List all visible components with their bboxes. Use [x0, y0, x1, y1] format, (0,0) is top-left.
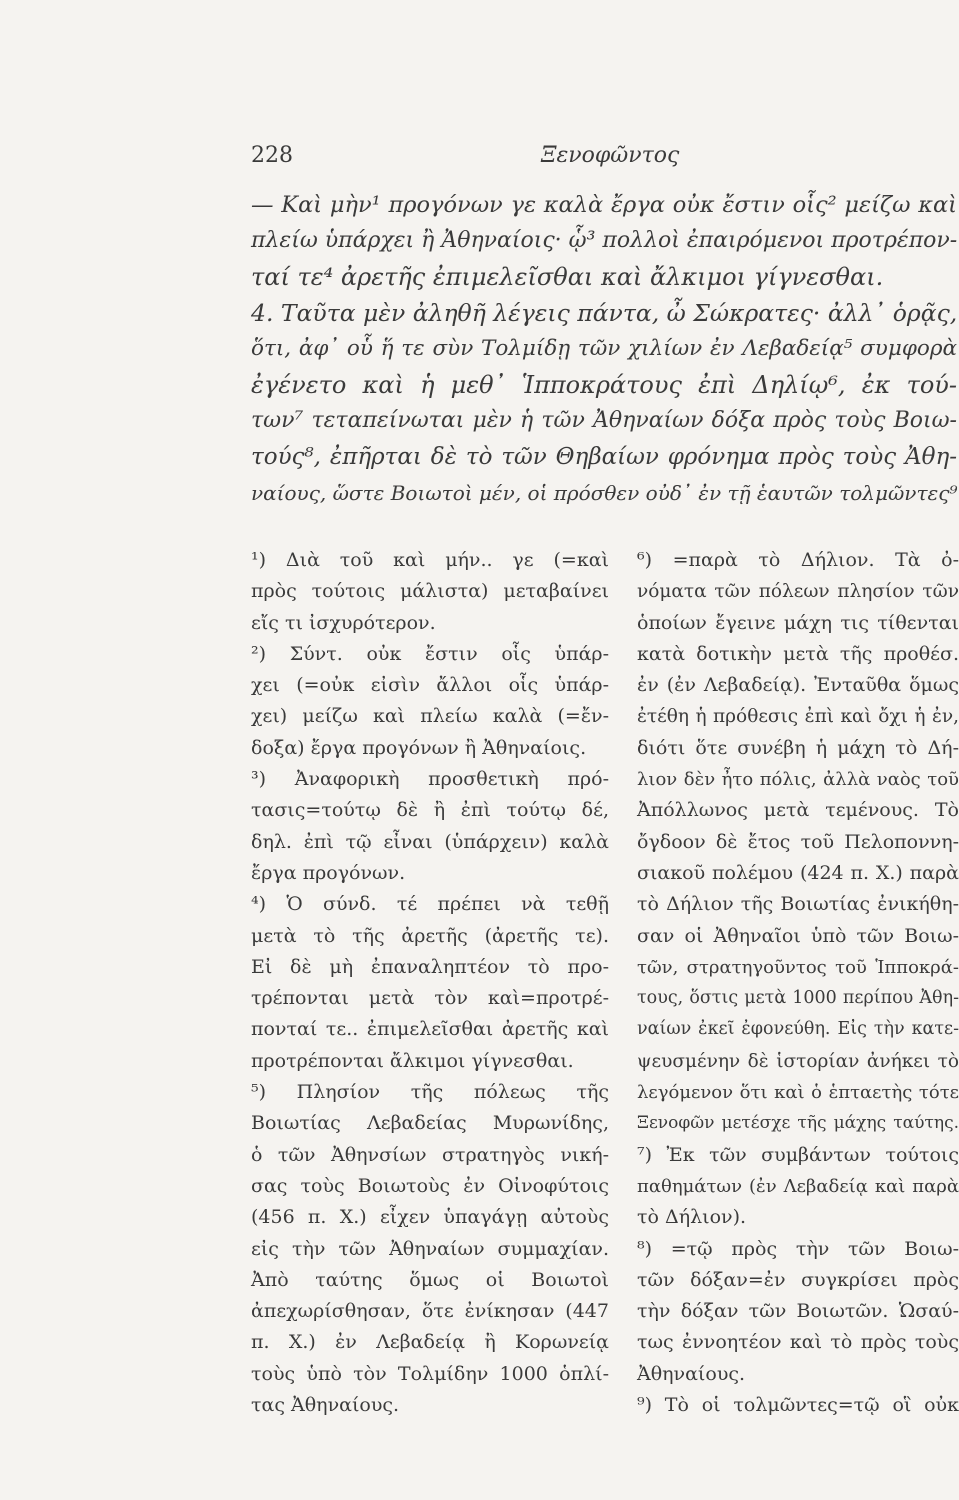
- footnote-line: δηλ. ἐπὶ τῷ εἶναι (ὑπάρχειν) καλὰ: [251, 830, 609, 853]
- footnote-line: ⁴) Ὁ σύνδ. τέ πρέπει νὰ τεθῇ: [251, 893, 609, 916]
- running-head: Ξενοφῶντος: [541, 143, 680, 168]
- footnote-line: ναίων ἐκεῖ ἐφονεύθη. Εἰς τὴν κατε-: [637, 1019, 959, 1040]
- footnote-line: κατὰ δοτικὴν μετὰ τῆς προθέσ.: [637, 642, 959, 665]
- footnote-line: ¹) Διὰ τοῦ καὶ μήν.. γε (=καὶ: [251, 549, 609, 571]
- footnote-line: ⁹) Τὸ οἱ τολμῶντες=τῷ οἳ οὐκ: [637, 1394, 959, 1417]
- main-line: των⁷ τεταπείνωται μὲν ἡ τῶν Ἀθηναίων δόξα πρὸς τοὺς Βοιω-: [251, 408, 957, 433]
- footnote-line: Ἀθηναίους.: [637, 1362, 746, 1385]
- main-line: πλείω ὑπάρχει ἢ Ἀθηναίοις· ᾧ³ πολλοὶ ἐπαιρόμενοι προτρέπον-: [251, 228, 958, 253]
- footnote-line: σαν οἱ Ἀθηναῖοι ὑπὸ τῶν Βοιω-: [637, 924, 959, 947]
- main-line: τούς⁸, ἐπῆρται δὲ τὸ τῶν Θηβαίων φρόνημα πρὸς τοὺς Ἀθη-: [251, 444, 957, 470]
- footnote-line: ψευσμένην δὲ ἱστορίαν ἀνήκει τὸ: [637, 1050, 959, 1072]
- footnote-line: ἀπεχωρίσθησαν, ὅτε ἐνίκησαν (447: [251, 1300, 609, 1323]
- footnote-line: τως ἐννοητέον καὶ τὸ πρὸς τοὺς: [637, 1331, 959, 1354]
- footnote-line: ⁸) =τῷ πρὸς τὴν τῶν Βοιω-: [637, 1237, 959, 1260]
- footnote-line: διότι ὅτε συνέβη ἡ μάχη τὸ Δή-: [637, 736, 959, 759]
- footnote-line: ⁶) =παρὰ τὸ Δήλιον. Τὰ ὀ-: [637, 549, 959, 571]
- footnote-line: ὁποίων ἔγεινε μάχη τις τίθενται: [637, 611, 959, 634]
- footnote-line: λιον δὲν ἦτο πόλις, ἀλλὰ ναὸς τοῦ: [637, 769, 959, 791]
- footnote-line: ἔργα προγόνων.: [251, 861, 406, 884]
- footnotes-left-column: [251, 545, 609, 1421]
- footnote-line: μετὰ τὸ τῆς ἀρετῆς (ἀρετῆς τε).: [251, 924, 609, 947]
- footnote-line: ²) Σύντ. οὐκ ἔστιν οἷς ὑπάρ-: [251, 642, 609, 665]
- footnote-line: ὄγδοον δὲ ἔτος τοῦ Πελοποννη-: [637, 830, 959, 853]
- footnote-line: παθημάτων (ἐν Λεβαδείᾳ καὶ παρὰ: [637, 1175, 959, 1197]
- main-line: 4. Ταῦτα μὲν ἀληθῆ λέγεις πάντα, ὦ Σώκρατες· ἀλλ᾽ ὁρᾷς,: [251, 299, 958, 327]
- footnote-line: Εἰ δὲ μὴ ἐπαναληπτέον τὸ προ-: [251, 955, 609, 978]
- footnote-line: ⁵) Πλησίον τῆς πόλεως τῆς: [251, 1081, 609, 1104]
- footnote-line: τὸ Δήλιον τῆς Βοιωτίας ἐνικήθη-: [637, 893, 959, 916]
- footnote-line: νόματα τῶν πόλεων πλησίον τῶν: [637, 581, 959, 603]
- main-line: — Καὶ μὴν¹ προγόνων γε καλὰ ἔργα οὐκ ἔστιν οἷς² μείζω καὶ: [251, 192, 957, 218]
- footnote-line: σιακοῦ πολέμου (424 π. Χ.) παρὰ: [637, 861, 959, 884]
- main-line: ταί τε⁴ ἀρετῆς ἐπιμελεῖσθαι καὶ ἄλκιμοι γίγνεσθαι.: [251, 263, 884, 291]
- footnote-line: δοξα) ἔργα προγόνων ἢ Ἀθηναίοις.: [251, 736, 587, 759]
- footnote-line: π. Χ.) ἐν Λεβαδείᾳ ἢ Κορωνείᾳ: [251, 1331, 609, 1354]
- main-line: ὅτι, ἀφ᾽ οὗ ἥ τε σὺν Τολμίδῃ τῶν χιλίων ἐν Λεβαδείᾳ⁵ συμφορὰ: [251, 336, 957, 361]
- footnote-line: λεγόμενον ὅτι καὶ ὁ ἑπταετὴς τότε: [637, 1082, 959, 1104]
- main-line: ναίους, ὥστε Βοιωτοὶ μέν, οἱ πρόσθεν οὐδ᾽ ἐν τῇ ἑαυτῶν τολμῶντες⁹: [251, 481, 958, 505]
- footnote-line: Ἀπόλλωνος μετὰ τεμένους. Τὸ: [637, 799, 959, 822]
- footnote-line: Ἀπὸ ταύτης ὅμως οἱ Βοιωτοὶ: [251, 1268, 609, 1291]
- footnote-line: τὴν δόξαν τῶν Βοιωτῶν. Ὡσαύ-: [637, 1300, 959, 1323]
- main-line: ἐγένετο καὶ ἡ μεθ᾽ Ἱπποκράτους ἐπὶ Δηλίῳ⁶, ἐκ τού-: [251, 371, 957, 399]
- footnote-line: εἰς τὴν τῶν Ἀθηναίων συμμαχίαν.: [251, 1237, 609, 1260]
- footnote-line: τας Ἀθηναίους.: [251, 1394, 400, 1417]
- footnote-line: σας τοὺς Βοιωτοὺς ἐν Οἰνοφύτοις: [251, 1174, 609, 1197]
- footnote-line: τὸ Δήλιον).: [637, 1206, 747, 1229]
- page-header: [251, 143, 957, 179]
- footnote-line: τῶν, στρατηγοῦντος τοῦ Ἱπποκρά-: [637, 956, 959, 978]
- footnote-line: πονταί τε.. ἐπιμελεῖσθαι ἀρετῆς καὶ: [251, 1018, 609, 1041]
- footnote-line: τοὺς ὑπὸ τὸν Τολμίδην 1000 ὁπλί-: [251, 1362, 609, 1385]
- footnote-line: ἐν (ἐν Λεβαδείᾳ). Ἐνταῦθα ὅμως: [637, 674, 959, 697]
- footnote-line: ⁷) Ἐκ τῶν συμβάντων τούτοις: [637, 1143, 959, 1166]
- main-text: [251, 187, 957, 511]
- footnote-line: τρέπονται μετὰ τὸν καὶ=προτρέ-: [251, 987, 609, 1010]
- footnote-line: Βοιωτίας Λεβαδείας Μυρωνίδης,: [251, 1112, 609, 1135]
- footnotes-right-column: [637, 545, 959, 1421]
- footnote-line: (456 π. Χ.) εἶχεν ὑπαγάγῃ αὐτοὺς: [251, 1206, 609, 1229]
- footnote-line: ἐτέθη ἡ πρόθεσις ἐπὶ καὶ ὄχι ἡ ἐν,: [637, 706, 959, 728]
- footnote-line: ³) Ἀναφορικὴ προσθετικὴ πρό-: [251, 768, 609, 791]
- page-number: 228: [251, 143, 293, 168]
- footnote-line: τους, ὅστις μετὰ 1000 περίπου Ἀθη-: [637, 988, 959, 1009]
- footnote-line: ὁ τῶν Ἀθηνσίων στρατηγὸς νική-: [251, 1143, 609, 1166]
- footnote-line: τῶν δόξαν=ἐν συγκρίσει πρὸς: [637, 1268, 959, 1291]
- footnote-line: εἴς τι ἰσχυρότερον.: [251, 611, 436, 634]
- footnote-line: χει (=οὐκ εἰσὶν ἄλλοι οἷς ὑπάρ-: [251, 674, 609, 697]
- footnote-line: Ξενοφῶν μετέσχε τῆς μάχης ταύτης.: [637, 1113, 959, 1134]
- footnote-line: χει) μείζω καὶ πλείω καλὰ (=ἔν-: [251, 705, 609, 728]
- footnote-line: προτρέπονται ἄλκιμοι γίγνεσθαι.: [251, 1049, 574, 1072]
- footnote-line: τασις=τούτῳ δὲ ἢ ἐπὶ τούτῳ δέ,: [251, 799, 609, 822]
- footnote-line: πρὸς τούτοις μάλιστα) μεταβαίνει: [251, 580, 609, 603]
